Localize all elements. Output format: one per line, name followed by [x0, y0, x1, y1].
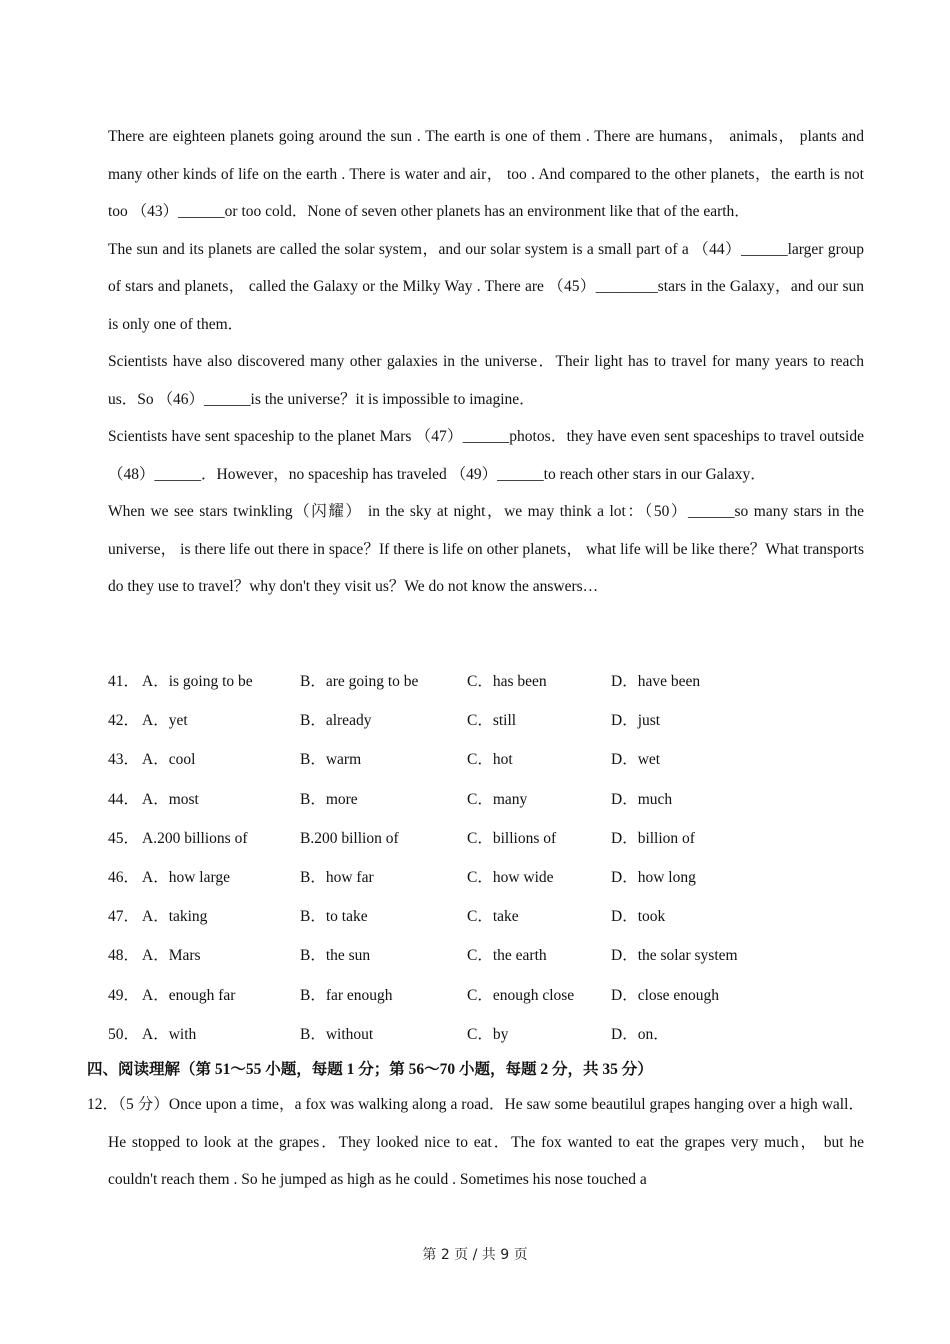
option-row [108, 976, 868, 1015]
option-c: C．by [467, 1025, 509, 1043]
option-d: D．much [611, 790, 673, 808]
question-number: 41． [108, 673, 140, 690]
option-b: B．to take [300, 908, 368, 926]
option-c: C．enough close [467, 986, 575, 1004]
option-row [108, 858, 868, 897]
passage-paragraph: There are eighteen planets going around the sun . The earth is one of them . There are humans， animals， plants and many other kinds of life on the earth . There is water and air， too . And compared to the other planets，the earth is not too （43）______or too cold．None of seven other planets has an environment like that of the earth． [108, 128, 864, 220]
option-d: D．wet [611, 751, 661, 769]
option-d: D．how long [611, 868, 696, 886]
option-b: B．far enough [300, 986, 393, 1004]
option-d: D．close enough [611, 986, 720, 1004]
section-heading: 四、阅读理解（第 51～55 小题，每题 1 分；第 56～70 小题，每题 2 分，共 35 分） [87, 1061, 653, 1078]
option-d: D．just [611, 712, 661, 730]
option-row [108, 819, 868, 858]
option-a: A．Mars [142, 947, 201, 965]
option-b: B．already [300, 712, 372, 730]
option-d: D．billion of [611, 829, 695, 847]
option-b: B．how far [300, 868, 374, 886]
question-number: 45． [108, 829, 140, 847]
option-a: A．most [142, 790, 199, 808]
question-number: 49． [108, 986, 140, 1004]
option-b: B．more [300, 790, 358, 808]
option-row [108, 936, 868, 975]
question-number: 48． [108, 947, 140, 965]
question-number: 43． [108, 751, 140, 769]
option-b: B．without [300, 1025, 374, 1043]
option-row [108, 1015, 868, 1054]
option-a: A.200 billions of [142, 829, 248, 847]
page-footer: 第 2 页 / 共 9 页 [422, 1247, 528, 1263]
passage-paragraph: The sun and its planets are called the solar system，and our solar system is a small part of a （44）______larger group of stars and planets， called the Galaxy or the Milky Way . There are （45）________stars in the Galaxy，and our sun is only one of them． [108, 240, 864, 333]
question-number: 50． [108, 1025, 140, 1043]
option-b: B．warm [300, 751, 362, 769]
passage-paragraph: When we see stars twinkling（闪耀） in the sky at night，we may think a lot：（50）______so many stars in the universe， is there life out there in space？If there is life on other planets， what life will be like there？What transports do they use to travel？why don't they visit us？We do not know the answers… [108, 503, 864, 595]
option-c: C．the earth [467, 947, 547, 965]
option-d: D．the solar system [611, 947, 738, 965]
option-a: A．taking [142, 908, 208, 926]
option-a: A．is going to be [142, 673, 253, 690]
option-d: D．took [611, 908, 666, 926]
option-row [108, 897, 868, 936]
passage-paragraph: Scientists have sent spaceship to the planet Mars （47）______photos．they have even sent spaceships to travel outside （48）______．However，no spaceship has traveled （49）______to reach other stars in our Galaxy． [108, 428, 864, 483]
option-d: D．have been [611, 673, 701, 690]
option-a: A．how large [142, 868, 230, 886]
option-row [108, 662, 868, 701]
option-c: C．how wide [467, 868, 554, 886]
option-c: C．take [467, 908, 519, 926]
option-a: A．yet [142, 712, 188, 730]
question-number: 46． [108, 868, 140, 886]
answer-options [108, 662, 868, 1054]
option-d: D．on． [611, 1025, 669, 1043]
option-a: A．with [142, 1025, 197, 1043]
option-c: C．billions of [467, 829, 557, 847]
question-number: 44． [108, 790, 140, 808]
question-number: 47． [108, 908, 140, 926]
question-number: 42． [108, 712, 140, 730]
question-12-text: 12．（5 分）Once upon a time，a fox was walking along a road．He saw some beautilul grapes hanging over a high wall．He stopped to look at the grapes．They looked nice to eat．The fox wanted to eat the grapes very much， but he couldn't reach them . So he jumped as high as he could . Sometimes his nose touched a [87, 1096, 864, 1188]
passage-paragraph: Scientists have also discovered many other galaxies in the universe．Their light has to travel for many years to reach us．So （46）______is the universe？it is impossible to imagine． [108, 353, 864, 408]
option-a: A．cool [142, 751, 196, 769]
cloze-passage [108, 118, 864, 606]
option-c: C．many [467, 790, 528, 808]
option-row [108, 780, 868, 819]
option-b: B.200 billion of [300, 829, 399, 847]
option-row [108, 701, 868, 740]
option-b: B．the sun [300, 947, 371, 965]
option-b: B．are going to be [300, 673, 419, 690]
question-12 [87, 1086, 864, 1199]
option-a: A．enough far [142, 986, 236, 1004]
option-c: C．has been [467, 673, 547, 690]
option-c: C．hot [467, 751, 513, 769]
option-row [108, 740, 868, 779]
option-c: C．still [467, 712, 517, 730]
